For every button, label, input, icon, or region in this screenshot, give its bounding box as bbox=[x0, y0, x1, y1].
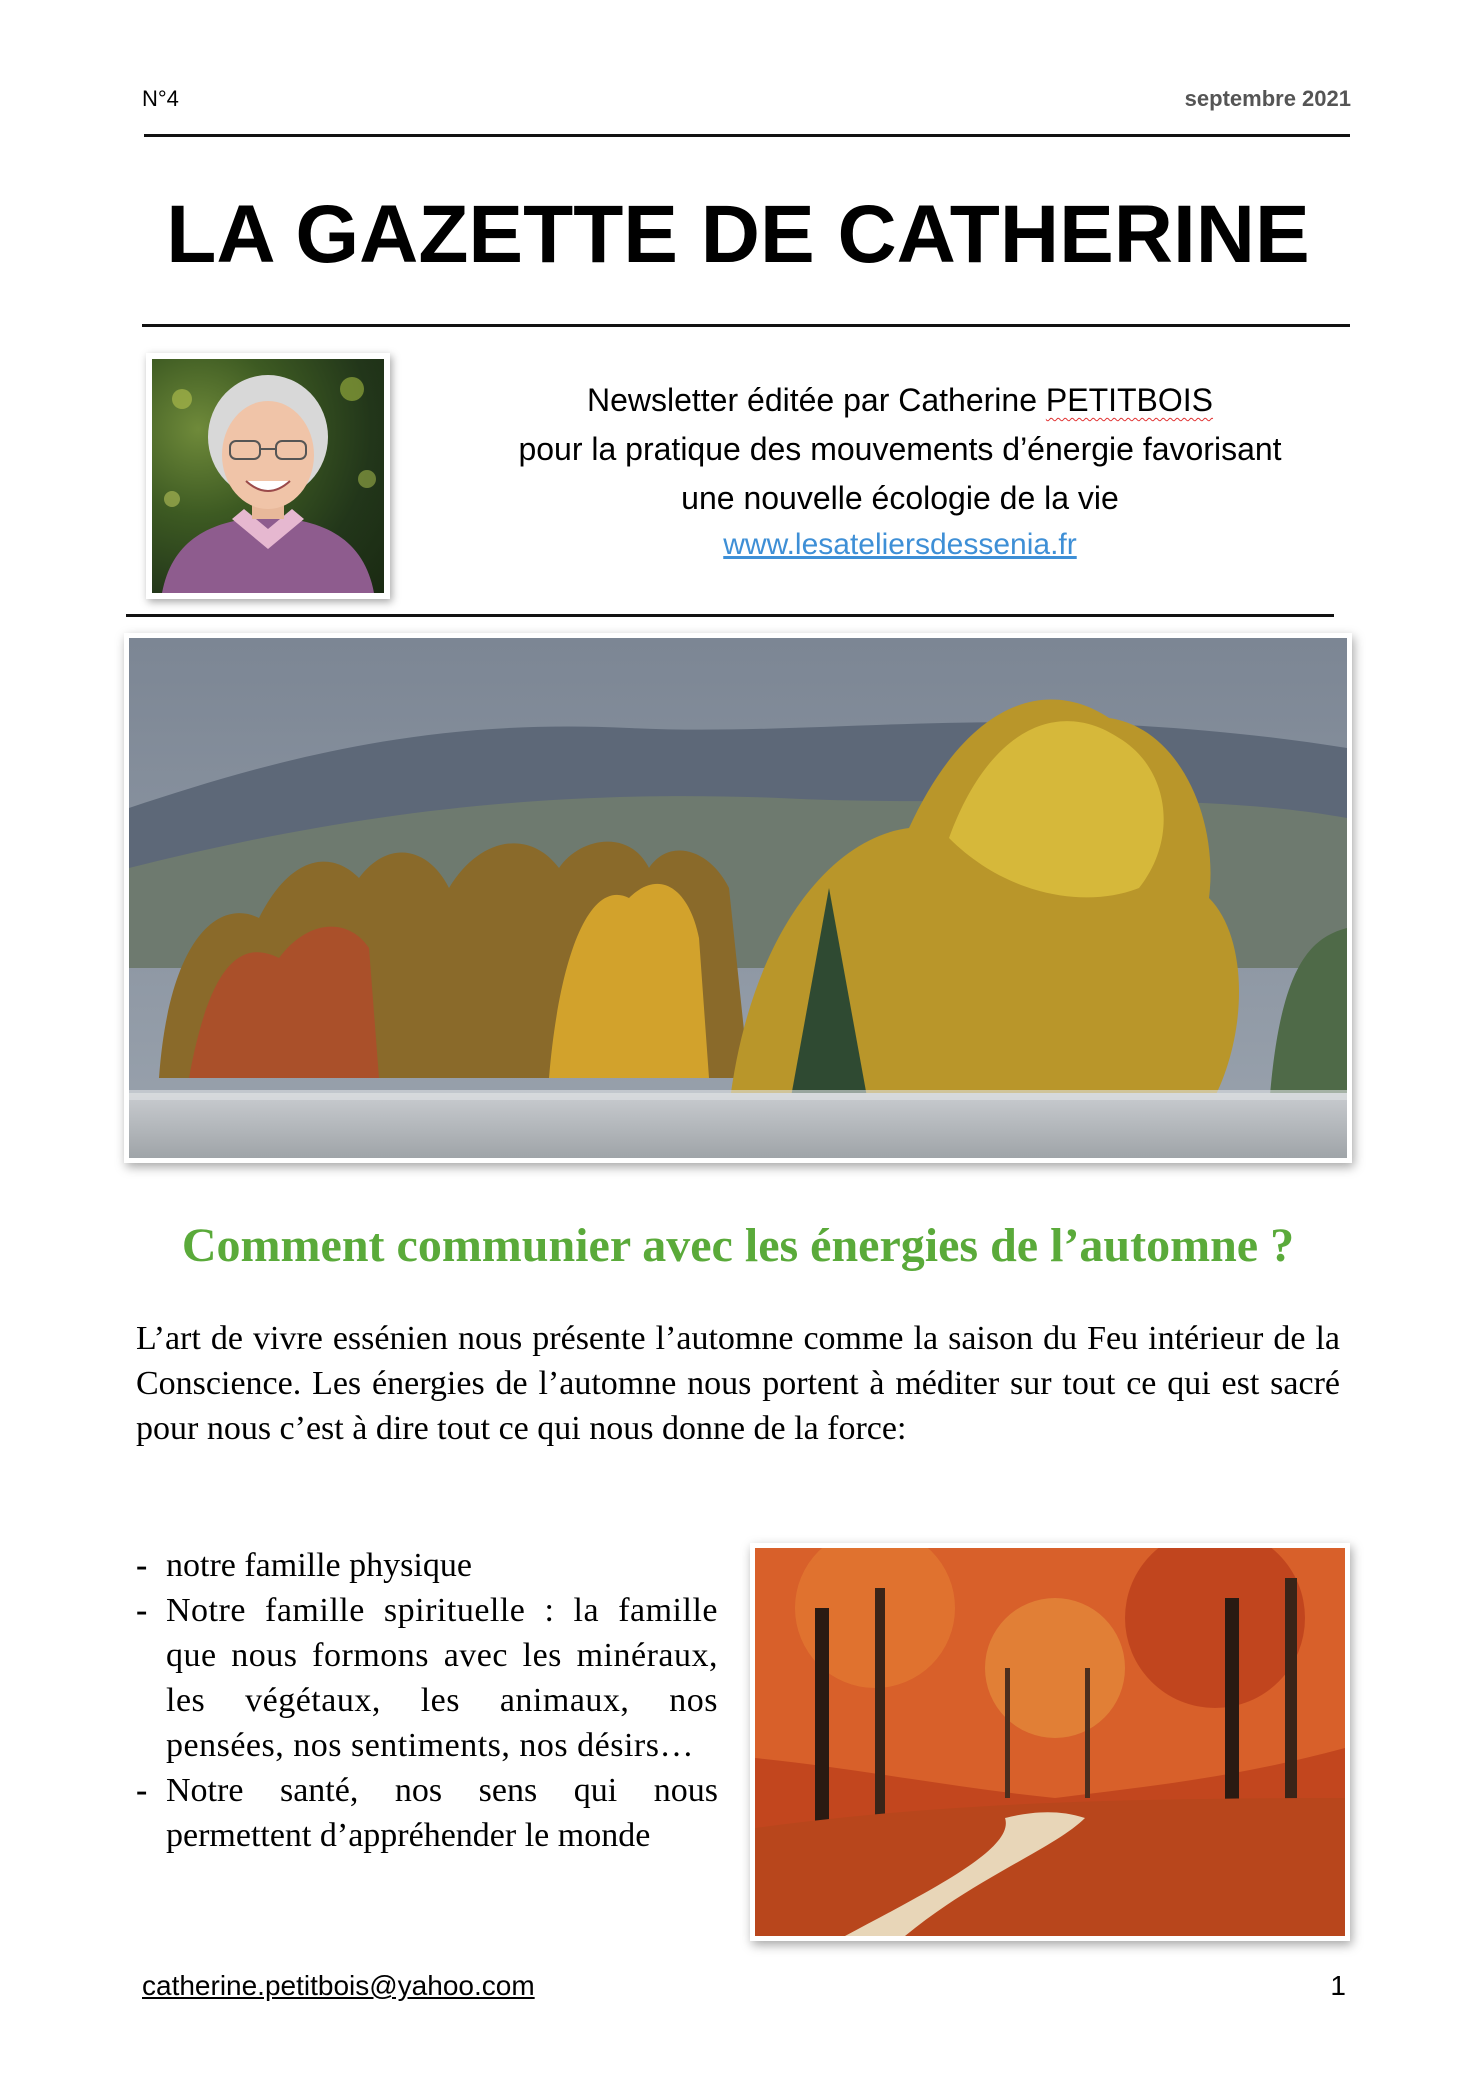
intro-rule bbox=[126, 614, 1334, 617]
intro-line-1 bbox=[420, 376, 1380, 425]
list-item bbox=[136, 1588, 718, 1768]
author-surname: PETITBOIS bbox=[1045, 382, 1214, 418]
intro-line-3: une nouvelle écologie de la vie bbox=[681, 480, 1119, 516]
bullet-marker: - bbox=[136, 1772, 148, 1809]
top-rule bbox=[144, 134, 1350, 137]
bullet-marker: - bbox=[136, 1547, 148, 1584]
article-paragraph: L’art de vivre essénien nous présente l’automne comme la saison du Feu intérieur de la Conscience. Les énergies de l’automne nous portent à méditer sur tout ce qui est sacré pour nous c’est à dire tout ce qui nous donne de la force: bbox=[136, 1320, 1340, 1447]
title-rule bbox=[142, 324, 1350, 327]
list-item-text: Notre santé, nos sens qui nous permettent d’appréhender le monde bbox=[166, 1772, 718, 1854]
list-item bbox=[136, 1768, 718, 1858]
issue-date: septembre 2021 bbox=[1184, 86, 1351, 111]
autumn-lake-photo bbox=[124, 633, 1352, 1163]
issue-number: N°4 bbox=[142, 86, 179, 111]
page-title: LA GAZETTE DE CATHERINE bbox=[166, 189, 1310, 280]
contact-email-link[interactable]: catherine.petitbois@yahoo.com bbox=[142, 1970, 535, 2001]
intro-line-2: pour la pratique des mouvements d’énergie favorisant bbox=[518, 431, 1282, 467]
article-headline: Comment communier avec les énergies de l’automne ? bbox=[181, 1219, 1295, 1272]
portrait-illustration bbox=[152, 359, 384, 593]
autumn-forest-illustration bbox=[755, 1548, 1345, 1936]
list-item bbox=[136, 1543, 718, 1588]
autumn-forest-path-photo bbox=[750, 1543, 1350, 1941]
website-link[interactable]: www.lesateliersdessenia.fr bbox=[723, 528, 1077, 561]
bullet-marker: - bbox=[136, 1592, 148, 1629]
autumn-lake-illustration bbox=[129, 638, 1347, 1158]
list-item-text: Notre famille spirituelle : la famille que nous formons avec les minéraux, les végétaux, les animaux, nos pensées, nos sentiments, nos désirs… bbox=[166, 1592, 718, 1764]
author-portrait bbox=[146, 353, 390, 599]
page-number: 1 bbox=[1330, 1970, 1346, 2001]
newsletter-intro bbox=[420, 376, 1380, 523]
article-bullet-list bbox=[136, 1543, 718, 1858]
list-item-text: notre famille physique bbox=[166, 1547, 472, 1584]
intro-line-1-text: Newsletter éditée par Catherine bbox=[586, 382, 1046, 418]
